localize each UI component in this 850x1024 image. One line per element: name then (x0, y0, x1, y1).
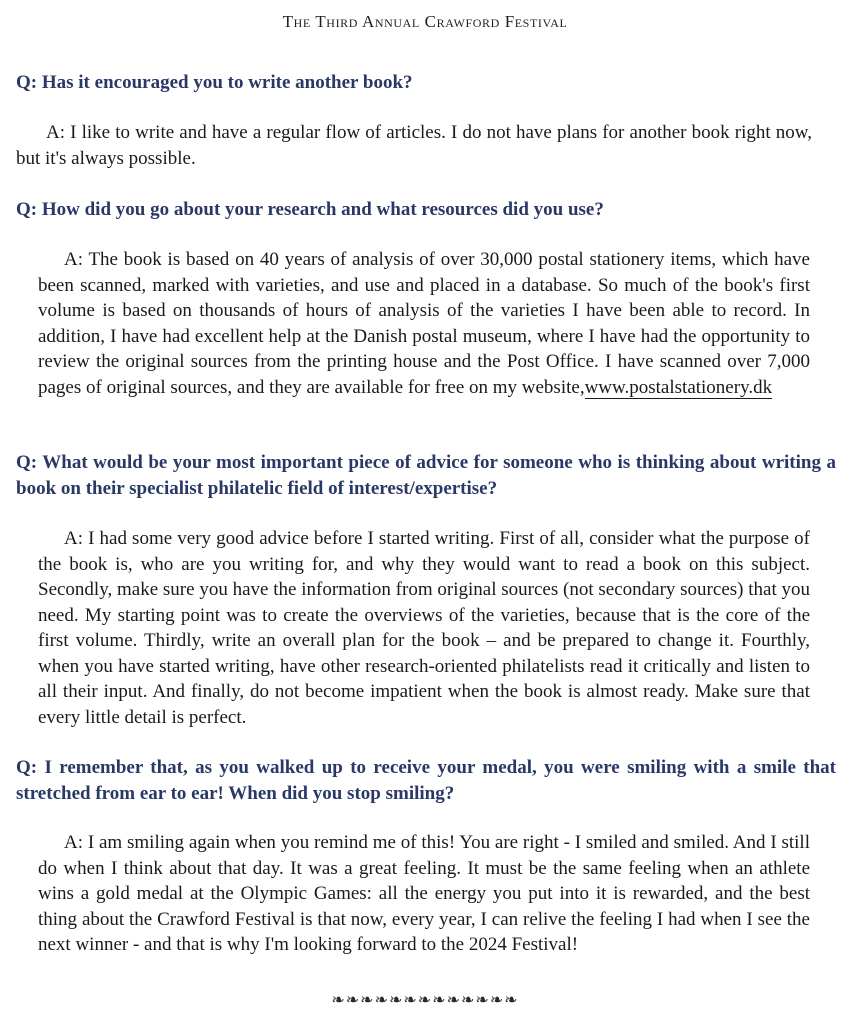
question-4: Q: I remember that, as you walked up to receive your medal, you were smiling with a smile that stretched from ear to ear! When did you stop smiling? (16, 757, 836, 804)
answer-4: A: I am smiling again when you remind me of this! You are right - I smiled and smiled. And I still do when I think about that day. It was a great feeling. It must be the same feeling when an athlete wins a gold medal at the Olympic Games: all the energy you put into it is rewarded, and the best thing about the Crawford Festival is that now, every year, I can relive the feeling I had when I see the next winner - and that is why I'm looking forward to the 2024 Festival! (38, 832, 810, 955)
question-3: Q: What would be your most important piece of advice for someone who is thinking about writing a book on their specialist philatelic field of interest/expertise? (16, 452, 836, 499)
website-link[interactable]: www.postalstationery.dk (584, 376, 773, 398)
answer-3: A: I had some very good advice before I started writing. First of all, consider what the purpose of the book is, who are you writing for, and why they would want to read a book on this subject. Secondly, make sure you have the information from original sources (not secondary sources) that you need. My starting point was to create the overviews of the varieties, because that is the core of the first volume. Thirdly, write an overall plan for the book – and be prepared to change it. Fourthly, when you have started writing, have other research-oriented philatelists read it critically and listen to all their input. And finally, do not become impatient when the book is almost ready. Make sure that every little detail is perfect. (38, 528, 810, 728)
answer-1: A: I like to write and have a regular flow of articles. I do not have plans for another book right now, but it's always possible. (16, 122, 812, 169)
answer-2-text: A: The book is based on 40 years of analysis of over 30,000 postal stationery items, which have been scanned, marked with varieties, and use and placed in a database. So much of the book's first volume is based on thousands of hours of analysis of the varieties I have been able to record. In addition, I have had excellent help at the Danish postal museum, where I have had the opportunity to review the original sources from the printing house and the Post Office. I have scanned over 7,000 pages of original sources, and they are available for free on my website, (38, 249, 810, 398)
answer-2 (38, 247, 810, 400)
question-1: Q: Has it encouraged you to write another book? (16, 72, 413, 93)
running-header: The Third Annual Crawford Festival (282, 12, 568, 31)
ornament-divider: ❧❧❧❧❧❧❧❧❧❧❧❧❧ (331, 992, 519, 1009)
question-2: Q: How did you go about your research and what resources did you use? (16, 199, 604, 220)
